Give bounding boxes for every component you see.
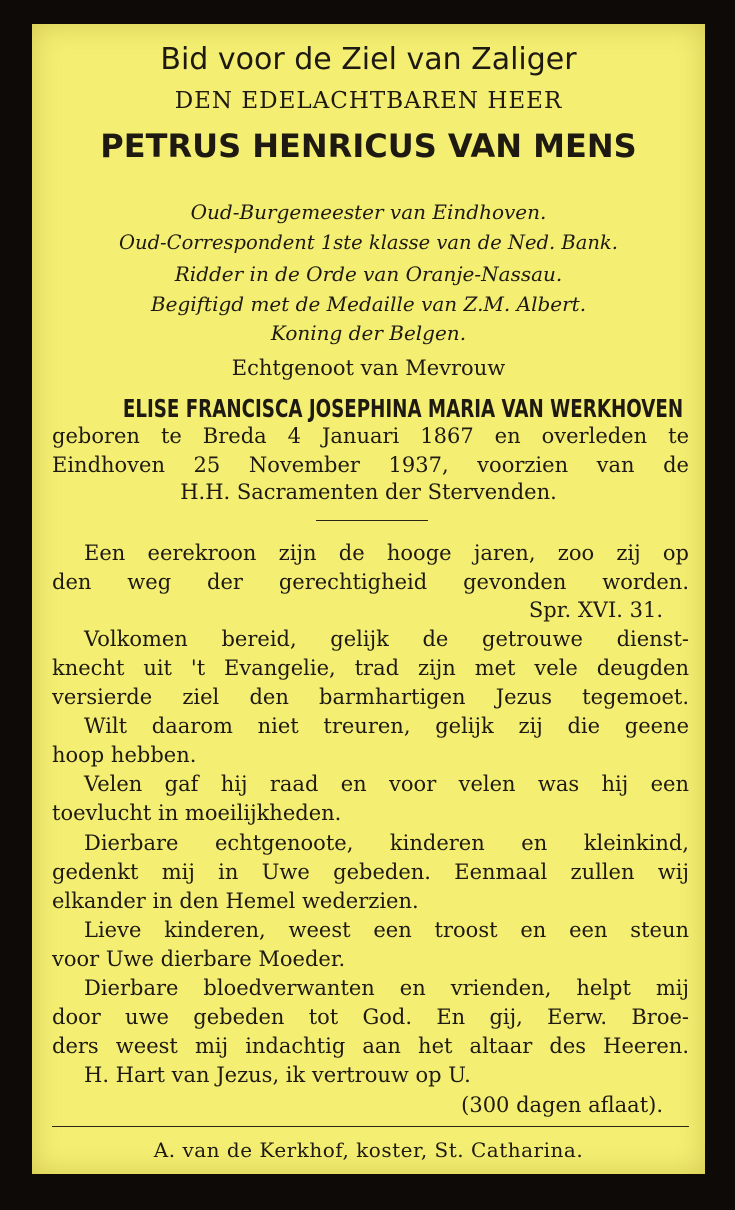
body-line: Een eerekroon zijn de hooge jaren, zoo zij op [84,541,689,565]
scripture-reference: Spr. XVI. 31. [528,598,663,622]
honour-line: Koning der Belgen. [270,321,467,345]
life-line: Eindhoven 25 November 1937, voorzien van de [52,453,689,477]
honorific-title: DEN EDELACHTBAREN HEER [174,88,563,114]
honour-line: Oud-Burgemeester van Eindhoven. [190,200,547,224]
honour-line: Oud-Correspondent 1ste klasse van de Ned. Bank. [119,231,618,254]
body-line: den weg der gerechtigheid gevonden worden. [52,570,689,594]
body-line: toevlucht in moeilijkheden. [52,801,342,825]
divider-full [52,1126,689,1127]
honour-line: Ridder in de Orde van Oranje-Nassau. [174,262,563,286]
body-line: Velen gaf hij raad en voor velen was hij een [84,772,689,796]
indulgence-note: (300 dagen aflaat). [461,1093,663,1117]
body-line: Wilt daarom niet treuren, gelijk zij die geene [84,714,689,738]
printer-credit: A. van de Kerkhof, koster, St. Catharina. [153,1138,584,1162]
body-line: hoop hebben. [52,743,197,767]
divider-short [316,520,428,521]
life-line: H.H. Sacramenten der Stervenden. [180,480,557,504]
spouse-intro: Echtgenoot van Mevrouw [231,356,506,380]
body-line: ders weest mij indachtig aan het altaar des Heeren. [52,1034,689,1058]
closing-prayer: H. Hart van Jezus, ik vertrouw op U. [84,1063,471,1087]
body-line: elkander in den Hemel wederzien. [52,889,419,913]
body-line: knecht uit 't Evangelie, trad zijn met vele deugden [52,656,689,680]
body-line: Dierbare bloedverwanten en vrienden, helpt mij [84,976,689,1000]
prayer-heading: Bid voor de Ziel van Zaliger [160,42,577,77]
body-line: door uwe gebeden tot God. En gij, Eerw. Broe- [52,1005,689,1029]
body-line: voor Uwe dierbare Moeder. [52,947,346,971]
body-line: Dierbare echtgenoote, kinderen en kleinkind, [84,831,689,855]
body-line: gedenkt mij in Uwe gebeden. Eenmaal zullen wij [52,860,689,884]
spouse-name: ELISE FRANCISCA JOSEPHINA MARIA VAN WERKHOVEN [122,394,684,423]
honour-line: Begiftigd met de Medaille van Z.M. Albert. [150,292,587,316]
life-line: geboren te Breda 4 Januari 1867 en overleden te [52,424,689,448]
body-line: Volkomen bereid, gelijk de getrouwe dienst- [84,627,689,651]
deceased-name: PETRUS HENRICUS VAN MENS [100,127,637,165]
body-line: versierde ziel den barmhartigen Jezus tegemoet. [52,685,689,709]
memorial-card [32,24,705,1174]
body-line: Lieve kinderen, weest een troost en een steun [84,918,689,942]
